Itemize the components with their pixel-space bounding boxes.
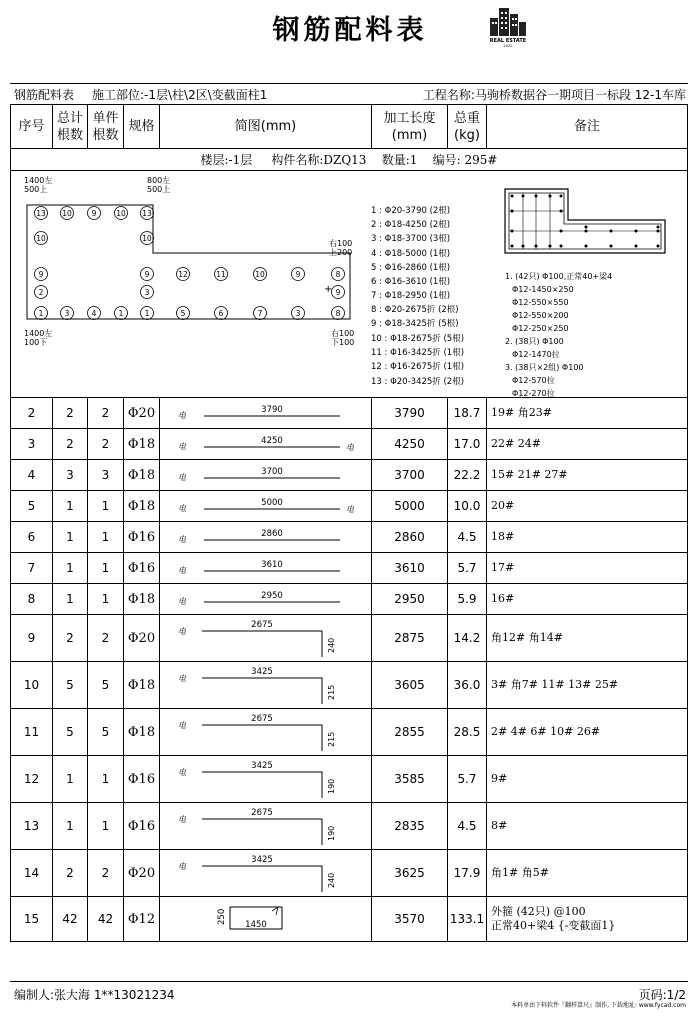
rebar-position-label: 9: [335, 288, 341, 297]
rebar-position-label: 10: [62, 209, 72, 218]
footer-divider: [10, 981, 688, 982]
logo-text: REAL ESTATE: [489, 38, 527, 44]
table-cell: 2835: [372, 803, 448, 850]
shape-sketch-cell: [160, 897, 372, 942]
table-cell: 3570: [372, 897, 448, 942]
table-cell: 1: [88, 803, 124, 850]
col-header: 简图(mm): [160, 105, 372, 149]
weld-tag-left: 电: [178, 566, 186, 575]
rebar-position-circles: [35, 207, 345, 320]
table-cell: 42: [53, 897, 88, 942]
table-cell: 3790: [372, 398, 448, 429]
rebar-position-label: 4: [91, 309, 97, 318]
table-cell: Φ20: [124, 850, 160, 897]
shape-sketch: [160, 491, 372, 521]
bar-list-item: 7 : Φ18-2950 (1根): [371, 291, 451, 301]
col-header-text: 总重 (kg): [453, 110, 480, 143]
rebar-line: [202, 772, 322, 798]
footer-software-note: 本料单由下料软件『翻样算尺』制作, 下载地址: www.fycad.com: [511, 1002, 686, 1009]
table-cell: 4: [11, 460, 53, 491]
table-cell: 3605: [372, 662, 448, 709]
col-header: [448, 105, 487, 149]
rebar-position-label: 6: [218, 309, 224, 318]
shape-sketch: [160, 756, 372, 802]
table-cell: 5.9: [448, 584, 487, 615]
real-estate-logo: [480, 4, 536, 48]
table-cell: Φ18: [124, 460, 160, 491]
table-cell: 2950: [372, 584, 448, 615]
table-cell: 4.5: [448, 803, 487, 850]
table-cell: 22# 24#: [487, 429, 688, 460]
bar-list-item: 2 : Φ18-4250 (2根): [371, 220, 451, 230]
shape-sketch-cell: [160, 398, 372, 429]
table-cell: 外箍 (42只) @100 正常40+梁4 {-变截面1}: [487, 897, 688, 942]
stirrup-section-sketch: [505, 189, 665, 253]
rebar-position-label: 12: [178, 270, 188, 279]
table-cell: Φ20: [124, 398, 160, 429]
plan-center-mark: +: [324, 284, 333, 295]
table-cell: 2855: [372, 709, 448, 756]
table-cell: 8: [11, 584, 53, 615]
bar-list-item: 8 : Φ20-2675折 (2根): [371, 305, 459, 315]
table-cell: Φ18: [124, 709, 160, 756]
table-cell: Φ18: [124, 429, 160, 460]
table-cell: 5: [53, 709, 88, 756]
section-drawing-cell: [11, 171, 688, 398]
weld-tag-left: 电: [178, 768, 186, 777]
rebar-position-label: 1: [38, 309, 44, 318]
table-cell: 1: [88, 491, 124, 522]
weld-tag-left: 电: [178, 504, 186, 513]
stirrup-list-item: Φ12-1470拉: [512, 350, 560, 359]
document-title: 钢筋配料表: [272, 15, 428, 46]
rebar-line: [202, 725, 322, 751]
table-cell: 2: [53, 429, 88, 460]
table-cell: 2: [88, 850, 124, 897]
rebar-position-label: 8: [335, 270, 341, 279]
bar-list-item: 1 : Φ20-3790 (2根): [371, 206, 451, 216]
col-header-text: 单件 根数: [92, 110, 119, 143]
table-cell: 12: [11, 756, 53, 803]
header-left: 钢筋配料表: [14, 88, 75, 102]
rebar-position-label: 13: [142, 209, 152, 218]
table-cell: 3: [53, 460, 88, 491]
table-cell: 3: [11, 429, 53, 460]
shape-sketch: [160, 615, 372, 661]
rebar-position-label: 9: [144, 270, 150, 279]
shape-sketch-cell: [160, 429, 372, 460]
shape-sketch-cell: [160, 850, 372, 897]
table-cell: 2: [11, 398, 53, 429]
shape-dimension: 1450: [245, 920, 267, 930]
shape-dimension: 3425: [251, 855, 273, 865]
rebar-rows: [11, 398, 688, 942]
table-cell: 28.5: [448, 709, 487, 756]
col-header: [372, 105, 448, 149]
stirrup-list-item: 3. (38只×2组) Φ100: [505, 363, 584, 372]
col-header: 备注: [487, 105, 688, 149]
table-cell: 6: [11, 522, 53, 553]
table-cell: 1: [88, 522, 124, 553]
table-cell: Φ16: [124, 553, 160, 584]
rebar-line: [202, 819, 322, 845]
table-cell: 2: [88, 615, 124, 662]
floor-info: [11, 149, 688, 171]
table-cell: 8#: [487, 803, 688, 850]
rebar-position-label: 10: [36, 234, 46, 243]
plan-label-tm: 800左 500上: [147, 176, 171, 194]
rebar-position-label: 9: [295, 270, 301, 279]
shape-sketch: [160, 460, 372, 490]
table-cell: 16#: [487, 584, 688, 615]
weld-tag-left: 电: [178, 597, 186, 606]
rebar-position-label: 7: [257, 309, 263, 318]
shape-dimension: 2675: [251, 714, 273, 724]
bend-dimension: 215: [327, 684, 336, 700]
weld-tag-left: 电: [178, 535, 186, 544]
table-cell: 2# 4# 6# 10# 26#: [487, 709, 688, 756]
rebar-table: [10, 104, 688, 942]
bend-dimension: 240: [327, 637, 336, 653]
component-number: 编号: 295#: [432, 153, 498, 167]
table-cell: 3610: [372, 553, 448, 584]
stirrup-list-item: 1. (42只) Φ100,正常40+梁4: [505, 272, 613, 281]
plan-label-r: 右100 上200: [329, 239, 353, 257]
table-row: [11, 756, 688, 803]
stirrup-list-item: 2. (38只) Φ100: [505, 337, 564, 346]
table-cell: 42: [88, 897, 124, 942]
table-cell: 3: [88, 460, 124, 491]
table-cell: 3700: [372, 460, 448, 491]
rebar-position-label: 10: [116, 209, 126, 218]
shape-dimension: 3790: [261, 405, 283, 415]
shape-dimension: 2860: [261, 529, 283, 539]
footer-author: 编制人:张大海 1**13021234: [14, 988, 175, 1002]
shape-sketch-cell: [160, 662, 372, 709]
floor-row: [11, 149, 688, 171]
col-header-text: 总计 根数: [56, 110, 83, 143]
bar-list-item: 11 : Φ16-3425折 (1根): [371, 348, 465, 358]
table-cell: 19# 角23#: [487, 398, 688, 429]
shape-sketch-cell: [160, 709, 372, 756]
weld-tag-right: 电: [346, 505, 354, 514]
bend-dimension: 240: [327, 872, 336, 888]
table-cell: Φ16: [124, 522, 160, 553]
shape-sketch-cell: [160, 460, 372, 491]
table-cell: Φ16: [124, 803, 160, 850]
shape-sketch: [160, 398, 372, 428]
table-cell: 14.2: [448, 615, 487, 662]
weld-tag-left: 电: [178, 674, 186, 683]
table-cell: Φ16: [124, 756, 160, 803]
table-cell: Φ18: [124, 662, 160, 709]
table-cell: 1: [53, 756, 88, 803]
rebar-position-label: 10: [255, 270, 265, 279]
shape-sketch-cell: [160, 553, 372, 584]
table-row: [11, 398, 688, 429]
bar-list-item: 3 : Φ18-3700 (3根): [371, 234, 451, 244]
plan-label-br: 右100 下100: [331, 329, 355, 347]
rebar-position-label: 13: [36, 209, 46, 218]
shape-sketch-cell: [160, 522, 372, 553]
table-cell: 1: [53, 491, 88, 522]
table-row: [11, 522, 688, 553]
table-cell: 11: [11, 709, 53, 756]
col-header: 规格: [124, 105, 160, 149]
bend-dimension: 215: [327, 731, 336, 747]
table-cell: 10: [11, 662, 53, 709]
bar-list-item: 12 : Φ16-2675折 (1根): [371, 362, 465, 372]
rebar-position-label: 8: [335, 309, 341, 318]
table-cell: 2860: [372, 522, 448, 553]
bar-list-item: 4 : Φ18-5000 (1根): [371, 249, 451, 259]
table-row: [11, 615, 688, 662]
rebar-line: [202, 866, 322, 892]
table-cell: 1: [88, 584, 124, 615]
component-name: 构件名称:DZQ13: [271, 153, 367, 167]
shape-sketch: [160, 709, 372, 755]
rebar-line: [202, 678, 322, 704]
table-row: [11, 584, 688, 615]
table-cell: 3# 角7# 11# 13# 25#: [487, 662, 688, 709]
table-cell: Φ18: [124, 584, 160, 615]
table-header-row: [11, 105, 688, 149]
bend-dimension: 190: [327, 778, 336, 794]
rebar-position-label: 11: [216, 270, 226, 279]
rebar-position-label: 3: [144, 288, 150, 297]
stirrup-list-item: Φ12-550×550: [512, 298, 569, 307]
rebar-position-label: 2: [38, 288, 44, 297]
table-cell: Φ18: [124, 491, 160, 522]
logo-year: 2020: [503, 44, 513, 48]
table-cell: 1: [53, 553, 88, 584]
header-project: 工程名称:马驹桥数据谷一期项目一标段 12-1车库: [422, 88, 686, 102]
table-cell: 133.1: [448, 897, 487, 942]
table-cell: 角1# 角5#: [487, 850, 688, 897]
table-cell: 5.7: [448, 756, 487, 803]
shape-dimension: 2950: [261, 591, 283, 601]
table-cell: 5000: [372, 491, 448, 522]
rebar-position-label: 1: [144, 309, 150, 318]
col-header-text: 加工长度 (mm): [383, 110, 436, 143]
bar-list-item: 9 : Φ18-3425折 (5根): [371, 319, 459, 329]
table-cell: 36.0: [448, 662, 487, 709]
table-cell: 5: [11, 491, 53, 522]
bend-dimension: 250: [217, 908, 227, 925]
stirrup-hook: [272, 907, 278, 915]
table-cell: 13: [11, 803, 53, 850]
table-cell: 5: [88, 709, 124, 756]
weld-tag-left: 电: [178, 721, 186, 730]
table-cell: 1: [53, 584, 88, 615]
table-cell: 18.7: [448, 398, 487, 429]
table-cell: 22.2: [448, 460, 487, 491]
table-cell: 18#: [487, 522, 688, 553]
stirrup-list-item: Φ12-570拉: [512, 376, 555, 385]
stirrup-list-item: Φ12-270拉: [512, 389, 555, 397]
table-cell: 2: [53, 850, 88, 897]
rebar-position-label: 3: [295, 309, 301, 318]
weld-tag-right: 电: [346, 443, 354, 452]
table-cell: 17#: [487, 553, 688, 584]
table-cell: 2875: [372, 615, 448, 662]
weld-tag-left: 电: [178, 627, 186, 636]
table-cell: 5: [88, 662, 124, 709]
table-cell: Φ20: [124, 615, 160, 662]
bend-dimension: 190: [327, 825, 336, 841]
table-cell: 10.0: [448, 491, 487, 522]
table-cell: 3625: [372, 850, 448, 897]
plan-label-tl: 1400左 500上: [24, 176, 53, 194]
table-cell: 4250: [372, 429, 448, 460]
table-cell: 3585: [372, 756, 448, 803]
shape-sketch-cell: [160, 584, 372, 615]
table-cell: 2: [88, 398, 124, 429]
table-row: [11, 491, 688, 522]
header-divider: [10, 83, 688, 84]
section-drawing-row: [11, 171, 688, 398]
table-row: [11, 803, 688, 850]
table-row: [11, 897, 688, 942]
bar-list-item: 13 : Φ20-3425折 (2根): [371, 377, 465, 387]
weld-tag-left: 电: [178, 862, 186, 871]
weld-tag-left: 电: [178, 815, 186, 824]
table-row: [11, 553, 688, 584]
table-cell: 4.5: [448, 522, 487, 553]
table-cell: 9#: [487, 756, 688, 803]
footer-page: 页码:1/2: [638, 988, 686, 1002]
table-cell: 5.7: [448, 553, 487, 584]
weld-tag-left: 电: [178, 473, 186, 482]
shape-dimension: 3425: [251, 667, 273, 677]
stirrup-list-item: Φ12-550×200: [512, 311, 569, 320]
shape-dimension: 3425: [251, 761, 273, 771]
table-row: [11, 709, 688, 756]
table-cell: 1: [53, 803, 88, 850]
column-section-drawing: [11, 171, 688, 397]
col-header: 序号: [11, 105, 53, 149]
rebar-position-label: 10: [142, 234, 152, 243]
stirrup-list: [505, 271, 612, 397]
bar-list-item: 10 : Φ18-2675折 (5根): [371, 334, 465, 344]
table-row: [11, 429, 688, 460]
table-row: [11, 662, 688, 709]
shape-sketch: [160, 803, 372, 849]
col-header: [88, 105, 124, 149]
table-cell: 7: [11, 553, 53, 584]
plan-label-bl: 1400左 100下: [24, 329, 53, 347]
table-cell: 15# 21# 27#: [487, 460, 688, 491]
bar-list-item: 6 : Φ16-3610 (1根): [371, 277, 451, 287]
shape-dimension: 2675: [251, 808, 273, 818]
table-cell: 17.9: [448, 850, 487, 897]
rebar-line: [202, 631, 322, 657]
table-cell: 1: [88, 756, 124, 803]
section-outline: [27, 205, 353, 319]
shape-sketch: [160, 662, 372, 708]
col-header: [53, 105, 88, 149]
shape-dimension: 3700: [261, 467, 283, 477]
shape-dimension: 3610: [261, 560, 283, 570]
shape-dimension: 4250: [261, 436, 283, 446]
shape-dimension: 5000: [261, 498, 283, 508]
stirrup-list-item: Φ12-1450×250: [512, 285, 574, 294]
shape-sketch-cell: [160, 756, 372, 803]
rebar-position-label: 9: [38, 270, 44, 279]
rebar-position-label: 1: [118, 309, 124, 318]
table-cell: 14: [11, 850, 53, 897]
table-cell: 2: [53, 398, 88, 429]
rebar-position-label: 9: [91, 209, 97, 218]
weld-tag-left: 电: [178, 411, 186, 420]
shape-sketch: [160, 584, 372, 614]
shape-sketch: [160, 850, 372, 896]
rebar-position-label: 5: [180, 309, 186, 318]
bar-list: [371, 205, 464, 387]
table-cell: 5: [53, 662, 88, 709]
table-cell: 17.0: [448, 429, 487, 460]
table-cell: 2: [53, 615, 88, 662]
shape-sketch: [160, 522, 372, 552]
table-cell: Φ12: [124, 897, 160, 942]
table-row: [11, 850, 688, 897]
stirrup-list-item: Φ12-250×250: [512, 324, 569, 333]
table-cell: 角12# 角14#: [487, 615, 688, 662]
table-cell: 2: [88, 429, 124, 460]
table-cell: 1: [88, 553, 124, 584]
shape-sketch-cell: [160, 803, 372, 850]
shape-sketch-cell: [160, 491, 372, 522]
shape-dimension: 2675: [251, 620, 273, 630]
table-row: [11, 460, 688, 491]
table-cell: 1: [53, 522, 88, 553]
shape-sketch: [160, 429, 372, 459]
table-cell: 9: [11, 615, 53, 662]
bar-list-item: 5 : Φ16-2860 (1根): [371, 263, 451, 273]
header-location: 施工部位:-1层\柱\2区\变截面柱1: [92, 88, 268, 102]
shape-sketch-cell: [160, 615, 372, 662]
floor-label: 楼层:-1层: [200, 153, 253, 167]
rebar-position-label: 3: [64, 309, 70, 318]
component-quantity: 数量:1: [381, 153, 418, 167]
table-cell: 15: [11, 897, 53, 942]
shape-sketch: [160, 897, 372, 941]
weld-tag-left: 电: [178, 442, 186, 451]
table-cell: 20#: [487, 491, 688, 522]
shape-sketch: [160, 553, 372, 583]
